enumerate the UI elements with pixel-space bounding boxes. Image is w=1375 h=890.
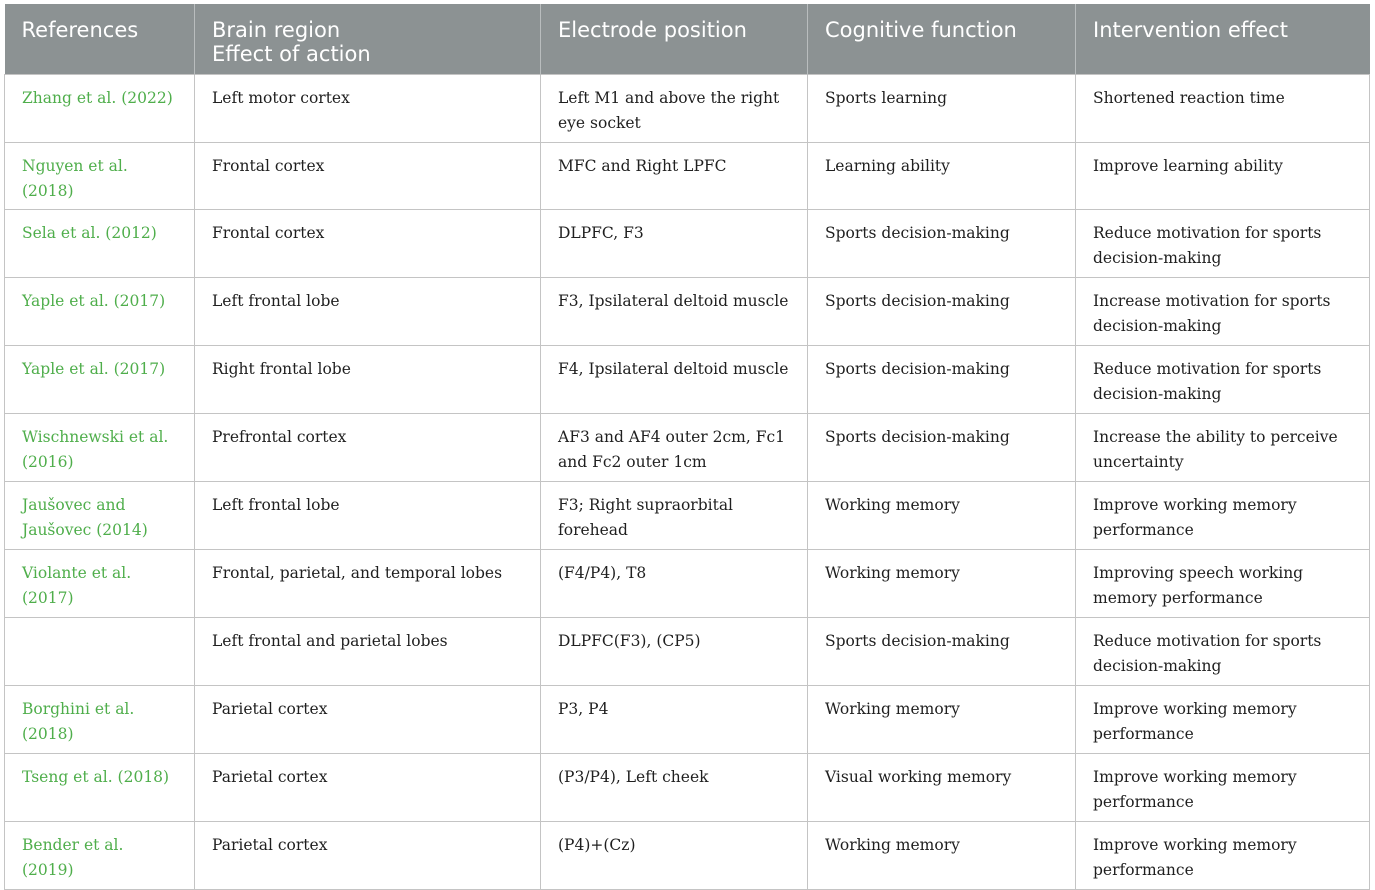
electrode-position-cell: DLPFC(F3), (CP5) bbox=[541, 618, 808, 686]
reference-link[interactable]: Tseng et al. (2018) bbox=[5, 754, 195, 822]
cognitive-function-cell: Sports learning bbox=[808, 75, 1076, 143]
brain-region-cell: Left frontal lobe bbox=[195, 278, 541, 346]
table-header bbox=[5, 4, 1370, 75]
table-row bbox=[5, 143, 1370, 210]
electrode-position-cell: F3; Right supraorbital forehead bbox=[541, 482, 808, 550]
cognitive-function-cell: Working memory bbox=[808, 686, 1076, 754]
brain-region-cell: Frontal, parietal, and temporal lobes bbox=[195, 550, 541, 618]
electrode-position-cell: MFC and Right LPFC bbox=[541, 143, 808, 210]
electrode-position-cell: (F4/P4), T8 bbox=[541, 550, 808, 618]
electrode-position-cell: P3, P4 bbox=[541, 686, 808, 754]
reference-link[interactable]: Nguyen et al. (2018) bbox=[5, 143, 195, 210]
cognitive-function-cell: Sports decision-making bbox=[808, 414, 1076, 482]
brain-region-cell: Frontal cortex bbox=[195, 143, 541, 210]
intervention-effect-cell: Improve working memory performance bbox=[1076, 822, 1370, 890]
reference-link[interactable]: Bender et al. (2019) bbox=[5, 822, 195, 890]
table-row bbox=[5, 822, 1370, 890]
cognitive-function-cell: Visual working memory bbox=[808, 754, 1076, 822]
electrode-position-cell: F3, Ipsilateral deltoid muscle bbox=[541, 278, 808, 346]
reference-cell-empty bbox=[5, 618, 195, 686]
intervention-effect-cell: Increase motivation for sports decision-making bbox=[1076, 278, 1370, 346]
table-row bbox=[5, 550, 1370, 618]
brain-region-cell: Frontal cortex bbox=[195, 210, 541, 278]
intervention-effect-cell: Improve working memory performance bbox=[1076, 482, 1370, 550]
table-row bbox=[5, 75, 1370, 143]
cognitive-function-cell: Learning ability bbox=[808, 143, 1076, 210]
table-row bbox=[5, 210, 1370, 278]
electrode-position-cell: (P3/P4), Left cheek bbox=[541, 754, 808, 822]
table-row bbox=[5, 278, 1370, 346]
cognitive-function-cell: Sports decision-making bbox=[808, 210, 1076, 278]
table-row bbox=[5, 618, 1370, 686]
intervention-effect-cell: Improving speech working memory performance bbox=[1076, 550, 1370, 618]
table-row bbox=[5, 754, 1370, 822]
header-effect-of-action-label: Effect of action bbox=[212, 42, 371, 66]
electrode-position-cell: DLPFC, F3 bbox=[541, 210, 808, 278]
cognitive-function-cell: Sports decision-making bbox=[808, 346, 1076, 414]
intervention-effect-cell: Shortened reaction time bbox=[1076, 75, 1370, 143]
reference-link[interactable]: Zhang et al. (2022) bbox=[5, 75, 195, 143]
intervention-effect-cell: Reduce motivation for sports decision-making bbox=[1076, 210, 1370, 278]
intervention-effect-cell: Reduce motivation for sports decision-making bbox=[1076, 618, 1370, 686]
header-brain-region bbox=[195, 4, 541, 75]
reference-link[interactable]: Jaušovec and Jaušovec (2014) bbox=[5, 482, 195, 550]
reference-link[interactable]: Borghini et al. (2018) bbox=[5, 686, 195, 754]
brain-region-cell: Parietal cortex bbox=[195, 754, 541, 822]
cognitive-function-cell: Working memory bbox=[808, 550, 1076, 618]
table-row bbox=[5, 482, 1370, 550]
brain-region-cell: Left motor cortex bbox=[195, 75, 541, 143]
cognitive-function-cell: Sports decision-making bbox=[808, 618, 1076, 686]
table-body bbox=[5, 75, 1370, 890]
brain-region-cell: Left frontal and parietal lobes bbox=[195, 618, 541, 686]
brain-region-cell: Right frontal lobe bbox=[195, 346, 541, 414]
references-table bbox=[4, 4, 1370, 890]
reference-link[interactable]: Violante et al. (2017) bbox=[5, 550, 195, 618]
reference-link[interactable]: Yaple et al. (2017) bbox=[5, 346, 195, 414]
electrode-position-cell: AF3 and AF4 outer 2cm, Fc1 and Fc2 outer 1cm bbox=[541, 414, 808, 482]
header-intervention-effect: Intervention effect bbox=[1076, 4, 1370, 75]
table-row bbox=[5, 346, 1370, 414]
intervention-effect-cell: Reduce motivation for sports decision-making bbox=[1076, 346, 1370, 414]
intervention-effect-cell: Increase the ability to perceive uncertainty bbox=[1076, 414, 1370, 482]
header-cognitive-function: Cognitive function bbox=[808, 4, 1076, 75]
table-row bbox=[5, 686, 1370, 754]
table-row bbox=[5, 414, 1370, 482]
electrode-position-cell: (P4)+(Cz) bbox=[541, 822, 808, 890]
electrode-position-cell: F4, Ipsilateral deltoid muscle bbox=[541, 346, 808, 414]
intervention-effect-cell: Improve working memory performance bbox=[1076, 686, 1370, 754]
header-brain-region-label: Brain region bbox=[212, 18, 341, 42]
header-references: References bbox=[5, 4, 195, 75]
cognitive-function-cell: Working memory bbox=[808, 482, 1076, 550]
intervention-effect-cell: Improve working memory performance bbox=[1076, 754, 1370, 822]
intervention-effect-cell: Improve learning ability bbox=[1076, 143, 1370, 210]
electrode-position-cell: Left M1 and above the right eye socket bbox=[541, 75, 808, 143]
header-row bbox=[5, 4, 1370, 75]
brain-region-cell: Left frontal lobe bbox=[195, 482, 541, 550]
brain-region-cell: Parietal cortex bbox=[195, 686, 541, 754]
header-electrode-position: Electrode position bbox=[541, 4, 808, 75]
reference-link[interactable]: Yaple et al. (2017) bbox=[5, 278, 195, 346]
reference-link[interactable]: Wischnewski et al. (2016) bbox=[5, 414, 195, 482]
brain-region-cell: Prefrontal cortex bbox=[195, 414, 541, 482]
cognitive-function-cell: Sports decision-making bbox=[808, 278, 1076, 346]
cognitive-function-cell: Working memory bbox=[808, 822, 1076, 890]
reference-link[interactable]: Sela et al. (2012) bbox=[5, 210, 195, 278]
brain-region-cell: Parietal cortex bbox=[195, 822, 541, 890]
